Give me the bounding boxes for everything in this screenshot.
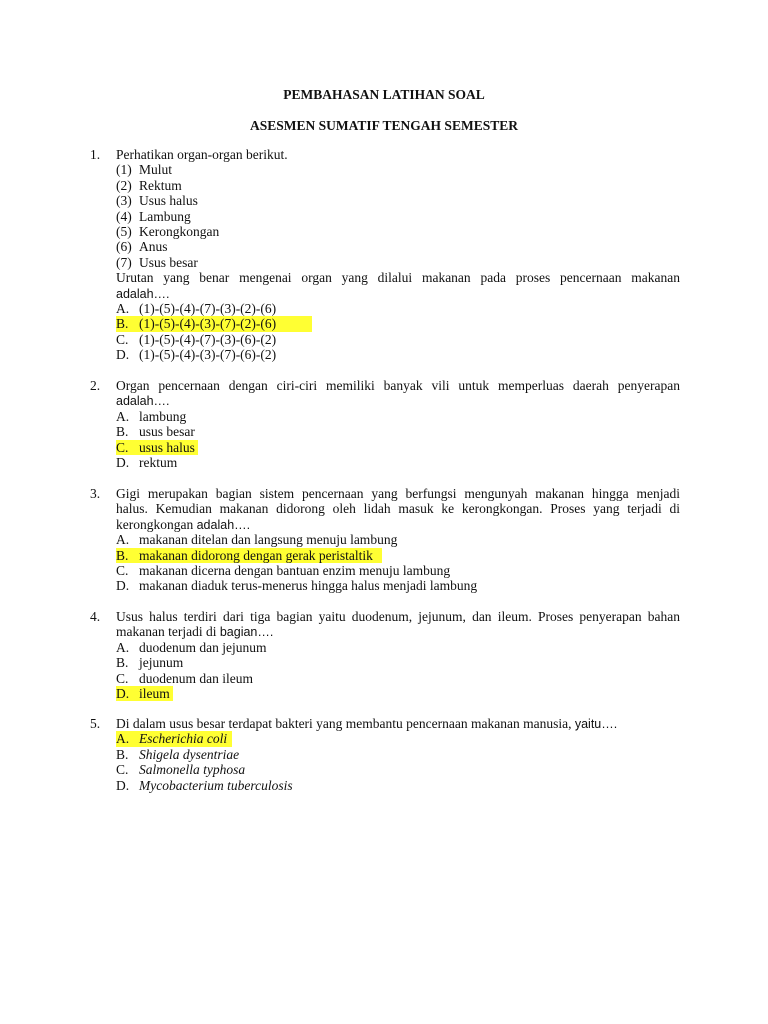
stem-end-text: bagian…. xyxy=(219,625,274,640)
option-label: B. xyxy=(116,746,129,762)
option-text: (1)-(5)-(4)-(3)-(7)-(2)-(6) xyxy=(139,316,277,332)
question-3-stem-line-1 xyxy=(90,486,680,501)
question-stem: Organ pencernaan dengan ciri-ciri memiliki banyak vili untuk memperluas daerah penyerapan xyxy=(116,378,680,393)
list-item xyxy=(116,239,680,254)
item-label: (4) xyxy=(116,208,132,224)
list-item xyxy=(116,209,680,224)
option-d xyxy=(116,455,680,470)
option-label: C. xyxy=(116,762,129,778)
option-label: A. xyxy=(116,300,130,316)
item-label: (2) xyxy=(116,177,132,193)
option-label: B. xyxy=(116,424,129,440)
option-label: A. xyxy=(116,532,130,548)
option-a xyxy=(116,301,680,316)
option-c xyxy=(116,671,680,686)
option-b-correct xyxy=(116,548,680,563)
option-c xyxy=(116,332,680,347)
option-a xyxy=(116,409,680,424)
option-text: (1)-(5)-(4)-(3)-(7)-(6)-(2) xyxy=(139,347,277,363)
option-b-correct xyxy=(116,316,680,331)
option-label: C. xyxy=(116,331,129,347)
option-text: Shigela dysentriae xyxy=(139,746,240,762)
question-intro: Perhatikan organ-organ berikut. xyxy=(116,147,288,162)
option-text: jejunum xyxy=(139,655,184,671)
stem-tail-text: makanan terjadi di xyxy=(116,624,217,640)
option-text: usus besar xyxy=(139,424,195,440)
option-label: D. xyxy=(116,578,130,594)
option-b xyxy=(116,747,680,762)
item-label: (5) xyxy=(116,223,132,239)
option-label: B. xyxy=(116,655,129,671)
option-a-correct xyxy=(116,731,680,746)
item-label: (7) xyxy=(116,254,132,270)
option-text: Mycobacterium tuberculosis xyxy=(139,777,293,793)
option-a xyxy=(116,640,680,655)
item-text: Mulut xyxy=(139,162,173,178)
question-stem-line: halus. Kemudian makanan didorong oleh lidah masuk ke kerongkongan. Proses yang terjadi di xyxy=(116,501,680,517)
question-stem-end xyxy=(116,517,680,532)
option-text: duodenum dan ileum xyxy=(139,670,253,686)
stem-end-text: adalah…. xyxy=(116,286,170,301)
question-number: 1. xyxy=(90,147,101,162)
question-stem: Urutan yang benar mengenai organ yang dilalui makanan pada proses pencernaan makanan xyxy=(116,270,680,286)
option-text: (1)-(5)-(4)-(7)-(3)-(2)-(6) xyxy=(139,300,277,316)
option-text: duodenum dan jejunum xyxy=(139,639,267,655)
question-5 xyxy=(90,716,680,793)
stem-end-text: adalah…. xyxy=(196,517,251,532)
question-number: 4. xyxy=(90,609,101,624)
list-item xyxy=(116,162,680,177)
option-text: Salmonella typhosa xyxy=(139,762,246,778)
option-text: makanan ditelan dan langsung menuju lambung xyxy=(139,532,398,548)
question-number: 5. xyxy=(90,716,101,731)
question-4-stem-line-1 xyxy=(90,609,680,624)
question-stem-end xyxy=(116,624,680,639)
question-3 xyxy=(90,486,680,594)
option-text: Escherichia coli xyxy=(139,731,228,747)
item-text: Kerongkongan xyxy=(139,223,220,239)
stem-end-text: adalah…. xyxy=(116,394,170,409)
question-stem: Di dalam usus besar terdapat bakteri yang membantu pencernaan makanan manusia, xyxy=(116,716,572,731)
option-text: rektum xyxy=(139,454,178,470)
item-text: Usus besar xyxy=(139,254,198,270)
question-number: 3. xyxy=(90,486,101,501)
option-a xyxy=(116,532,680,547)
question-5-stem-line xyxy=(90,716,680,731)
question-4 xyxy=(90,609,680,701)
option-label: B. xyxy=(116,547,129,563)
question-stem-line: Usus halus terdiri dari tiga bagian yaitu duodenum, jejunum, dan ileum. Proses penyerapan bahan xyxy=(116,609,680,624)
item-text: Rektum xyxy=(139,177,182,193)
question-stem-end xyxy=(116,393,680,408)
question-1 xyxy=(90,147,680,362)
option-label: D. xyxy=(116,685,130,701)
list-item xyxy=(116,255,680,270)
option-text: makanan diaduk terus-menerus hingga halus menjadi lambung xyxy=(139,578,478,594)
option-label: C. xyxy=(116,439,129,455)
document-subtitle: ASESMEN SUMATIF TENGAH SEMESTER xyxy=(250,118,518,133)
option-d-correct xyxy=(116,686,680,701)
list-item xyxy=(116,224,680,239)
option-text: lambung xyxy=(139,408,187,424)
option-b xyxy=(116,655,680,670)
item-label: (3) xyxy=(116,193,132,209)
item-label: (6) xyxy=(116,239,132,255)
question-2-stem-line xyxy=(90,378,680,393)
item-text: Anus xyxy=(139,239,168,255)
option-d xyxy=(116,578,680,593)
item-text: Lambung xyxy=(139,208,191,224)
option-label: B. xyxy=(116,316,129,332)
option-label: A. xyxy=(116,639,130,655)
option-c xyxy=(116,762,680,777)
option-text: ileum xyxy=(139,685,170,701)
option-c xyxy=(116,563,680,578)
option-text: (1)-(5)-(4)-(7)-(3)-(6)-(2) xyxy=(139,331,277,347)
option-label: D. xyxy=(116,454,130,470)
question-stem-line: Gigi merupakan bagian sistem pencernaan yang berfungsi mengunyah makanan hingga menjadi xyxy=(116,486,680,501)
question-stem-end xyxy=(116,286,680,301)
option-label: C. xyxy=(116,670,129,686)
document-title: PEMBAHASAN LATIHAN SOAL xyxy=(283,87,485,102)
list-item xyxy=(116,178,680,193)
question-1-intro-line xyxy=(90,147,680,162)
option-text: makanan dicerna dengan bantuan enzim menuju lambung xyxy=(139,562,451,578)
stem-end-text: yaitu…. xyxy=(574,717,618,731)
stem-tail-text: kerongkongan xyxy=(116,516,194,532)
option-label: A. xyxy=(116,731,130,747)
option-text: makanan didorong dengan gerak peristaltik xyxy=(139,547,373,563)
option-label: D. xyxy=(116,347,130,363)
option-label: C. xyxy=(116,562,129,578)
option-b xyxy=(116,424,680,439)
option-c-correct xyxy=(116,440,680,455)
option-text: usus halus xyxy=(139,439,195,455)
item-text: Usus halus xyxy=(139,193,198,209)
question-number: 2. xyxy=(90,378,101,393)
question-2 xyxy=(90,378,680,470)
option-label: A. xyxy=(116,408,130,424)
option-d xyxy=(116,347,680,362)
option-d xyxy=(116,778,680,793)
option-label: D. xyxy=(116,777,130,793)
list-item xyxy=(116,193,680,208)
item-label: (1) xyxy=(116,162,132,178)
